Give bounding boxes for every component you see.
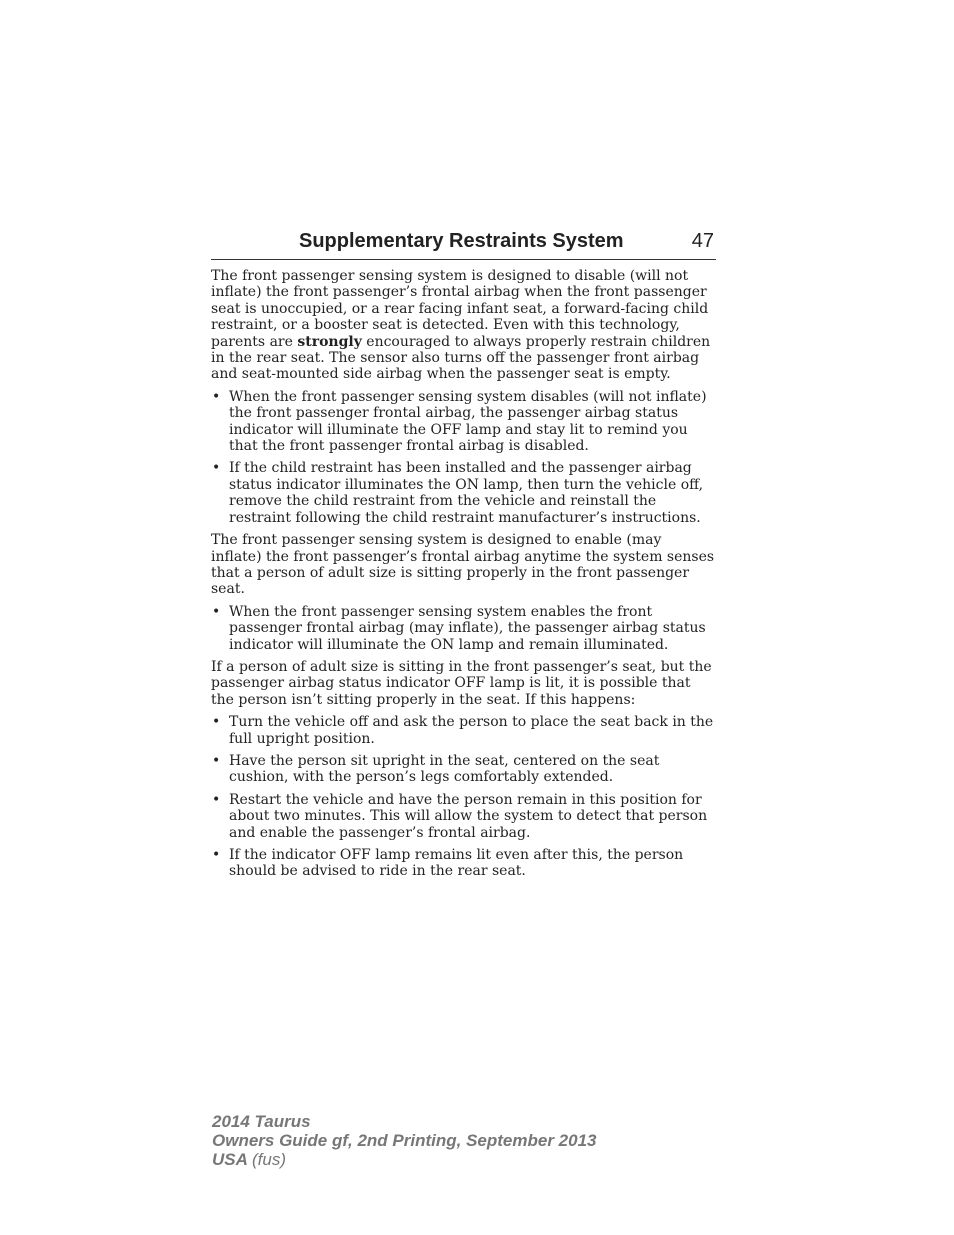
list-item-text: Turn the vehicle off and ask the person to place the seat back in the full upright position. [229,714,714,747]
bullet-icon: • [212,791,221,808]
footer-code: (fus) [252,1150,286,1169]
list-item-text: If the indicator OFF lamp remains lit even after this, the person should be advised to ride in the rear seat. [229,847,684,880]
paragraph-intro-text-2: encouraged to always properly restrain children in the rear seat. The sensor also turns off the passenger front airbag and seat-mounted side airbag when the passenger seat is empty. [211,333,711,383]
list-item [211,753,716,786]
bullet-list-steps [211,714,716,880]
page-number: 47 [691,230,714,252]
list-item [211,604,716,653]
paragraph-adult-size: If a person of adult size is sitting in the front passenger’s seat, but the passenger airbag status indicator OFF lamp is lit, it is possible that the person isn’t sitting properly in the seat. If this happens: [211,658,712,708]
bullet-icon: • [212,847,221,863]
section-title: Supplementary Restraints System [299,230,624,252]
paragraph-intro [211,268,716,383]
list-item-text: Restart the vehicle and have the person remain in this position for about two minutes. This will allow the system to detect that person and enable the passenger’s frontal airbag. [229,791,708,841]
footer-region-line [212,1150,596,1169]
paragraph-enable: The front passenger sensing system is designed to enable (may inflate) the front passenger’s frontal airbag anytime the system senses that a person of adult size is sitting properly in the front passenger seat. [211,532,715,598]
page-footer [212,1112,596,1169]
list-item-text: If the child restraint has been installed and the passenger airbag status indicator illuminates the ON lamp, then turn the vehicle off, remove the child restraint from the vehicle and reinstall the restraint following the child restraint manufacturer’s instructions. [229,460,704,526]
footer-region: USA [212,1150,248,1169]
page-header [211,229,716,260]
bullet-icon: • [212,603,221,620]
body-text [211,268,716,886]
bullet-icon: • [212,388,221,405]
list-item [211,714,716,747]
list-item-text: When the front passenger sensing system enables the front passenger frontal airbag (may inflate), the passenger airbag status indicator will illuminate the ON lamp and remain illuminated. [229,603,706,653]
footer-edition: Owners Guide gf, 2nd Printing, September 2013 [212,1131,597,1150]
bullet-list-enable [211,604,716,653]
list-item [211,460,716,526]
paragraph-intro-text-1: The front passenger sensing system is designed to disable (will not inflate) the front passenger’s frontal airbag when the front passenger seat is unoccupied, or a rear facing infant seat, a forward-facing child restraint, or a booster seat is detected. Even with this technology, parents are [211,268,709,350]
bullet-icon: • [212,714,221,731]
list-item [211,389,716,455]
emphasis-strongly: strongly [297,333,362,350]
list-item [211,792,716,841]
list-item [211,847,716,880]
list-item-text: Have the person sit upright in the seat, centered on the seat cushion, with the person’s legs comfortably extended. [229,752,660,786]
bullet-icon: • [212,460,221,477]
bullet-icon: • [212,752,221,769]
bullet-list-disable [211,389,716,526]
list-item-text: When the front passenger sensing system disables (will not inflate) the front passenger frontal airbag, the passenger airbag status indicator will illuminate the OFF lamp and stay lit to remind you that the front passenger frontal airbag is disabled. [229,388,707,455]
footer-model: 2014 Taurus [212,1112,311,1131]
